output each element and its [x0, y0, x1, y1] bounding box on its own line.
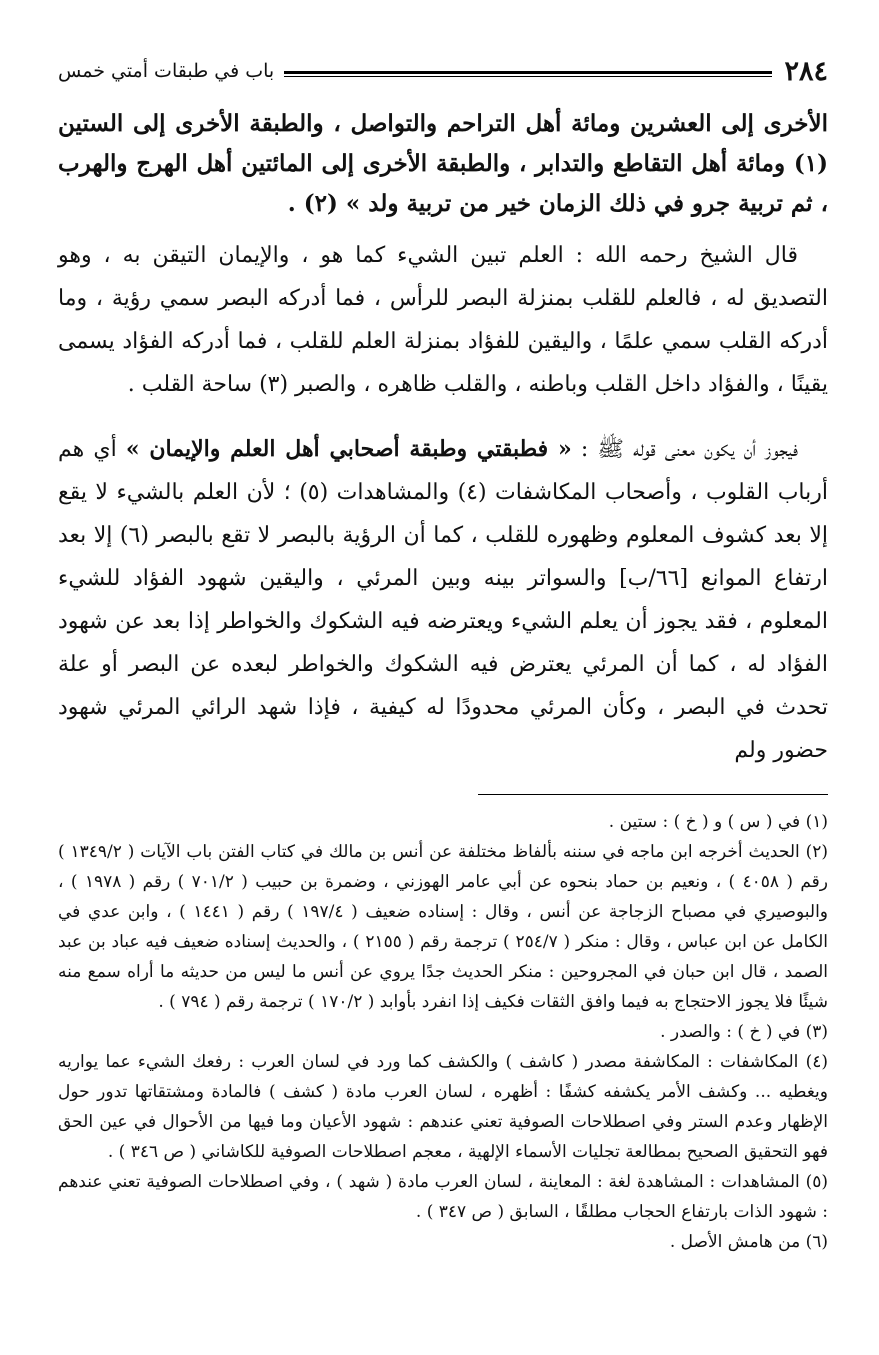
chapter-title: باب في طبقات أمتي خمس: [58, 60, 275, 82]
hadith-text: الأخرى إلى العشرين ومائة أهل التراحم والتواصل ، والطبقة الأخرى إلى الستين (١) ومائة أهل التقاطع والتدابر ، والطبقة الأخرى إلى المائتين أهل الهرج والهرب ، ثم تربية جرو في ذلك الزمان خير من تربية ولد » (٢) .: [58, 110, 828, 217]
footnote-3: (٣) في ( خ ) : والصدر .: [660, 1022, 828, 1042]
paragraph-2-rest: أي هم أرباب القلوب ، وأصحاب المكاشفات (٤) والمشاهدات (٥) ؛ لأن العلم بالشيء لا يقع إلا بعد كشوف المعلوم وظهوره للقلب ، كما أن الرؤية بالبصر لا تقع بالبصر (٦) إلا بعد ارتفاع الموانع [٦٦/ب] والسواتر بينه وبين المرئي ، واليقين شهود الفؤاد للشيء المعلوم ، فقد يجوز أن يعلم الشيء ويعترضه فيه الشكوك والخواطر إذا بعد عن شهود الفؤاد له ، كما أن المرئي يعترض فيه الشكوك والخواطر لبعده عن البصر أو علة تحدث في البصر ، وكأن المرئي محدودًا له كيفية ، فإذا شهد الرائي المرئي شهود حضور ولم: [58, 437, 829, 763]
page-header: [58, 52, 828, 90]
book-page: [58, 52, 828, 1257]
page-number: ٢٨٤: [784, 55, 828, 87]
paragraph-2: [58, 428, 828, 772]
footnote-1: (١) في ( س ) و ( خ ) : ستين .: [608, 812, 828, 832]
header-rule: [284, 71, 772, 74]
footnote-4: (٤) المكاشفات : المكاشفة مصدر ( كاشف ) والكشف كما ورد في لسان العرب : رفعك الشيء عما يواريه ويغطيه ... وكشف الأمر يكشفه كشفًا : أظهره ، لسان العرب مادة ( كشف ) فالمادة ومشتقاتها تدور حول الإظهار وعدم الستر وفي اصطلاحات الصوفية تعني عندهم : شهود الأعيان وما فيها من الأحوال في عين الحق فهو التحقيق الصحيح بمطالعة تجليات الأسماء الإلهية ، معجم اصطلاحات الصوفية للكاشاني ( ص ٣٤٦ ) .: [58, 1052, 828, 1162]
footnotes: [58, 807, 828, 1257]
footnote-5: (٥) المشاهدات : المشاهدة لغة : المعاينة ، لسان العرب مادة ( شهد ) ، وفي اصطلاحات الصوفية تعني عندهم : شهود الذات بارتفاع الحجاب مطلقًا ، السابق ( ص ٣٤٧ ) .: [58, 1172, 828, 1222]
footnote-2: (٢) الحديث أخرجه ابن ماجه في سننه بألفاظ مختلفة عن أنس بن مالك في كتاب الفتن باب الآيات ( ١٣٤٩/٢ ) رقم ( ٤٠٥٨ ) ، ونعيم بن حماد بنحوه عن أبي عامر الهوزني ، وضمرة بن حبيب ( ٧٠١/٢ ) رقم ( ١٩٧٨ ) ، والبوصيري في مصباح الزجاجة عن أنس ، وقال : إسناده ضعيف ( ١٩٧/٤ ) رقم ( ١٤٤١ ) ، وابن عدي في الكامل عن ابن عباس ، وقال : منكر ( ٢٥٤/٧ ) ترجمة رقم ( ٢١٥٥ ) ، والحديث إسناده ضعيف فيه عباد بن عبد الصمد ، قال ابن حبان في المجروحين : منكر الحديث جدًا يروي عن أنس ما ليس من حديثه ما أراه سمع منه شيئًا فلا يجوز الاحتجاج به فيما وافق الثقات فكيف إذا انفرد بأوابد ( ١٧٠/٢ ) ترجمة رقم ( ٧٩٤ ) .: [58, 842, 829, 1012]
footnote-separator: [478, 794, 828, 795]
paragraph-1: قال الشيخ رحمه الله : العلم تبين الشيء كما هو ، والإيمان التيقن به ، وهو التصديق له ، فالعلم للقلب بمنزلة البصر للرأس ، فما أدركه البصر سمي رؤية ، وما أدركه القلب سمي علمًا ، واليقين للفؤاد بمنزلة العلم للقلب ، فما أدركه الفؤاد يسمى يقينًا ، والفؤاد داخل القلب وباطنه ، والقلب ظاهره ، والصبر (٣) ساحة القلب .: [58, 243, 828, 397]
footnote-6: (٦) من هامش الأصل .: [669, 1232, 828, 1252]
paragraph-2-lead: فيجوز أن يكون معنى قوله ﷺ :: [571, 437, 798, 462]
paragraph-2-quote: « فطبقتي وطبقة أصحابي أهل العلم والإيمان »: [125, 436, 572, 462]
